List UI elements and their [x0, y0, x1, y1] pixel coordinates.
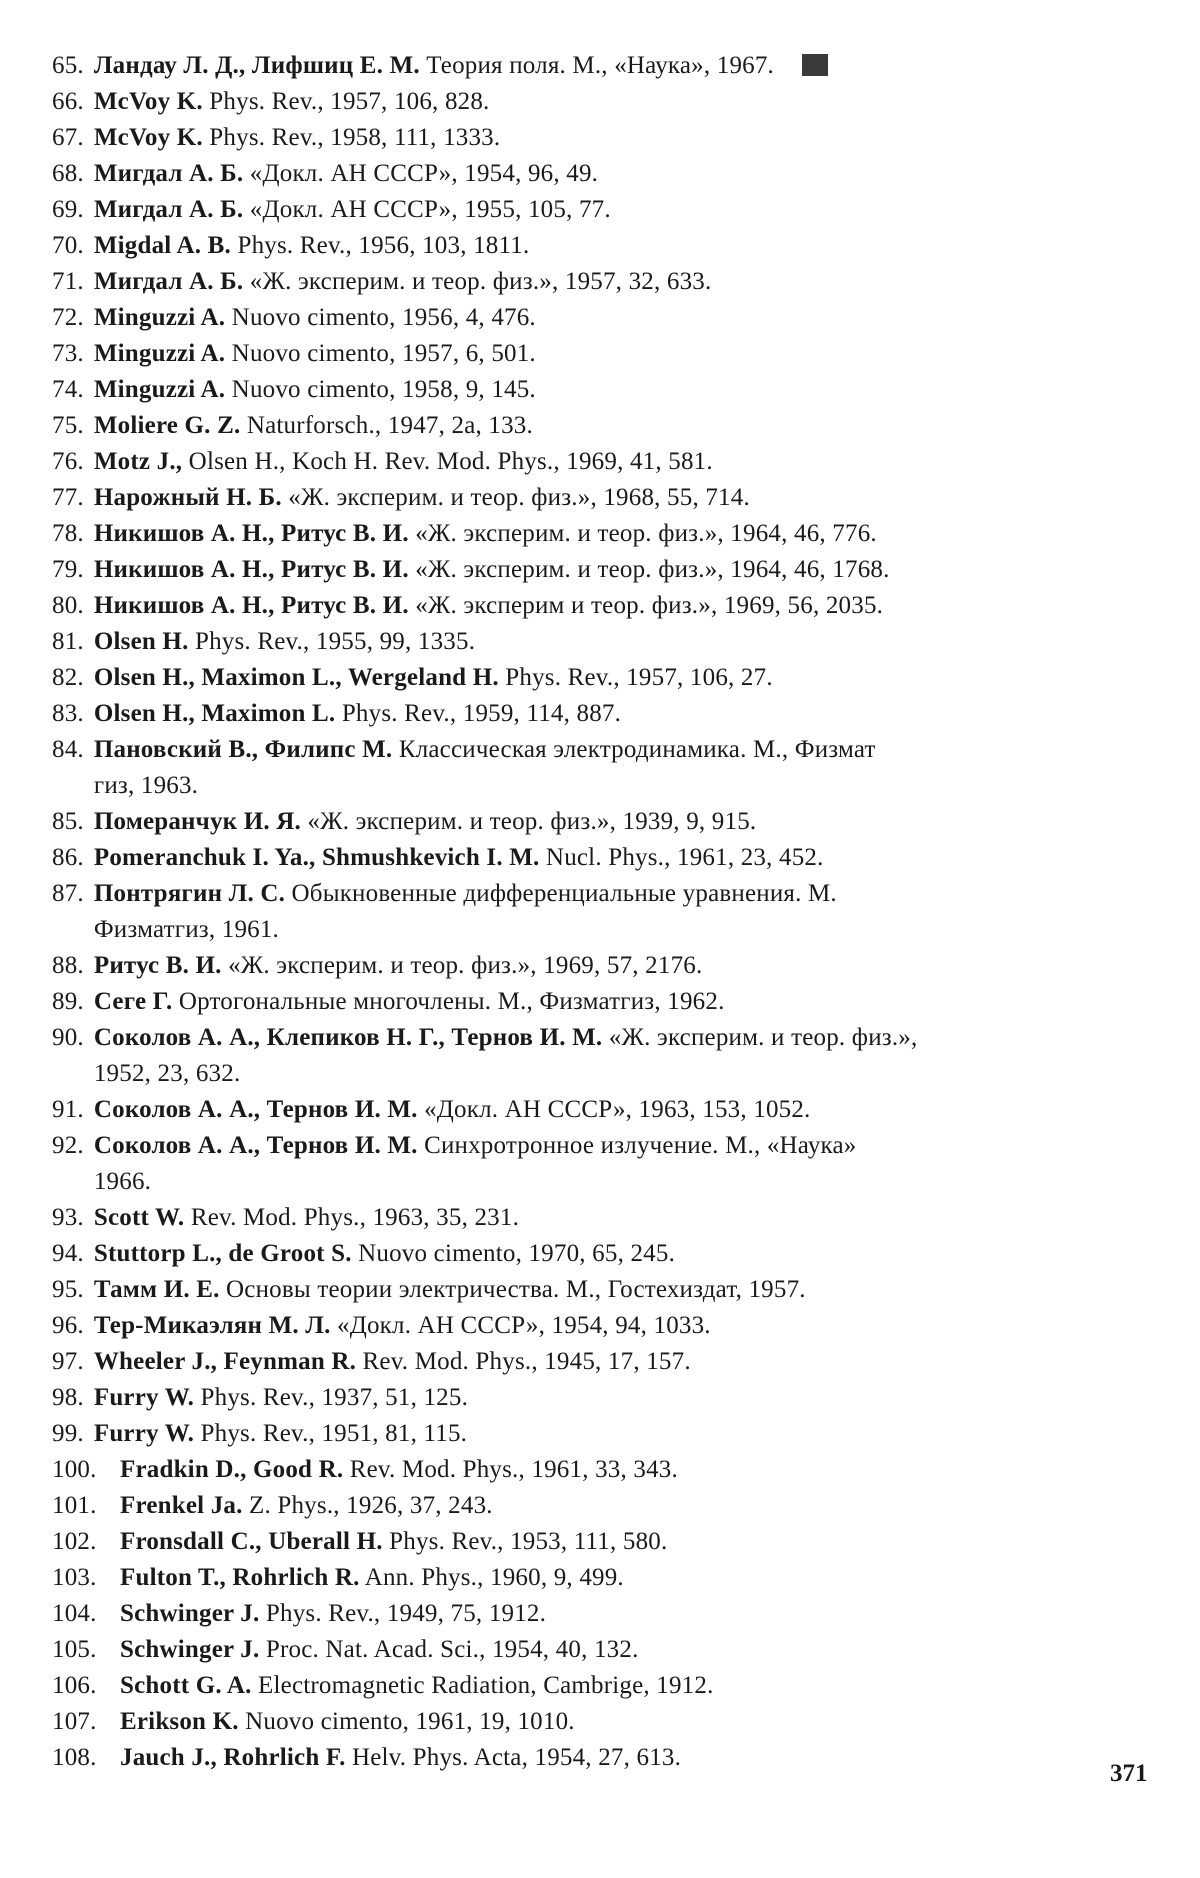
reference-source: Phys. Rev., 1958, 111, 1333.	[202, 124, 501, 151]
reference-source: «Докл. АН СССР», 1954, 94, 1033.	[330, 1312, 711, 1339]
reference-authors: Мигдал А. Б.	[93, 196, 244, 223]
reference-number: 102.	[52, 1528, 97, 1555]
reference-authors: Никишов А. Н., Ритус В. И.	[93, 592, 409, 619]
reference-authors: Тер-Микаэлян М. Л.	[93, 1312, 331, 1339]
reference-item	[52, 588, 1152, 624]
reference-authors: Schwinger J.	[120, 1636, 260, 1663]
reference-number: 77.	[52, 484, 84, 511]
reference-source: «Докл. АН СССР», 1954, 96, 49.	[243, 160, 599, 187]
reference-text	[84, 1344, 1152, 1380]
reference-continuation: 1952, 23, 632.	[93, 1060, 241, 1087]
reference-authors: Migdal A. B.	[93, 232, 232, 259]
reference-text	[84, 228, 1152, 264]
reference-number: 78.	[52, 520, 84, 547]
reference-number: 84.	[52, 736, 84, 763]
reference-source: Классическая электродинамика. М., Физмат	[392, 736, 876, 763]
reference-text	[84, 192, 1152, 228]
reference-list	[52, 48, 1152, 1776]
reference-number: 87.	[52, 880, 84, 907]
reference-text	[84, 480, 1152, 516]
reference-text	[84, 732, 1152, 804]
reference-item	[52, 1128, 1152, 1200]
reference-authors: Minguzzi A.	[93, 340, 226, 367]
reference-text	[84, 1020, 1152, 1092]
reference-authors: Fronsdall C., Uberall H.	[120, 1528, 383, 1555]
reference-authors: Ландау Л. Д., Лифшиц Е. М.	[93, 52, 420, 79]
reference-source: «Ж. эксперим и теор. физ.», 1969, 56, 2035.	[408, 592, 884, 619]
reference-number: 97.	[52, 1348, 84, 1375]
reference-item	[52, 696, 1152, 732]
reference-number: 107.	[52, 1708, 97, 1735]
reference-number: 83.	[52, 700, 84, 727]
reference-text	[84, 1380, 1152, 1416]
reference-item	[52, 1236, 1152, 1272]
scan-mark	[802, 54, 828, 76]
reference-source: «Ж. эксперим. и теор. физ.», 1968, 55, 714.	[281, 484, 750, 511]
reference-source: Naturforsch., 1947, 2a, 133.	[240, 412, 533, 439]
reference-source: Ann. Phys., 1960, 9, 499.	[359, 1564, 624, 1591]
reference-number: 95.	[52, 1276, 84, 1303]
reference-source: Phys. Rev., 1957, 106, 27.	[498, 664, 773, 691]
reference-number: 91.	[52, 1096, 84, 1123]
reference-source: Основы теории электричества. М., Гостехиздат, 1957.	[219, 1276, 806, 1303]
reference-authors: Мигдал А. Б.	[93, 160, 244, 187]
reference-authors: Furry W.	[93, 1384, 195, 1411]
reference-authors: Jauch J., Rohrlich F.	[120, 1744, 346, 1771]
reference-source: «Ж. эксперим. и теор. физ.», 1939, 9, 915.	[300, 808, 757, 835]
reference-authors: Понтрягин Л. С.	[93, 880, 286, 907]
reference-text	[110, 1704, 1152, 1740]
reference-item	[52, 372, 1152, 408]
reference-source: Синхротронное излучение. М., «Наука»	[417, 1132, 857, 1159]
reference-item	[52, 876, 1152, 948]
reference-item	[52, 984, 1152, 1020]
reference-text	[110, 1560, 1152, 1596]
reference-number: 100.	[52, 1456, 97, 1483]
reference-authors: Moliere G. Z.	[93, 412, 241, 439]
reference-source: Обыкновенные дифференциальные уравнения. М.	[285, 880, 837, 907]
reference-source: Phys. Rev., 1937, 51, 125.	[194, 1384, 469, 1411]
reference-text	[84, 120, 1152, 156]
reference-source: Nuovo cimento, 1956, 4, 476.	[225, 304, 536, 331]
reference-continuation: 1966.	[93, 1168, 152, 1195]
reference-source: Electromagnetic Radiation, Cambrige, 1912.	[251, 1672, 714, 1699]
reference-source: «Ж. эксперим. и теор. физ.», 1957, 32, 633.	[243, 268, 712, 295]
reference-item	[52, 156, 1152, 192]
reference-number: 69.	[52, 196, 84, 223]
reference-authors: Olsen H.	[93, 628, 189, 655]
reference-authors: Соколов А. А., Тернов И. М.	[93, 1132, 418, 1159]
reference-item	[52, 732, 1152, 804]
reference-number: 65.	[52, 52, 84, 79]
reference-text	[84, 372, 1152, 408]
reference-text	[84, 948, 1152, 984]
reference-text	[84, 336, 1152, 372]
reference-authors: Никишов А. Н., Ритус В. И.	[93, 556, 409, 583]
reference-authors: Erikson K.	[120, 1708, 239, 1735]
reference-authors: Ритус В. И.	[93, 952, 222, 979]
reference-text	[110, 1452, 1152, 1488]
reference-source: Теория поля. М., «Наука», 1967.	[419, 52, 775, 79]
reference-source: Phys. Rev., 1956, 103, 1811.	[231, 232, 530, 259]
reference-source: Helv. Phys. Acta, 1954, 27, 613.	[345, 1744, 682, 1771]
reference-source: Phys. Rev., 1955, 99, 1335.	[188, 628, 476, 655]
reference-authors: McVoy K.	[93, 88, 203, 115]
reference-text	[84, 1128, 1152, 1200]
reference-number: 103.	[52, 1564, 97, 1591]
reference-source: Nucl. Phys., 1961, 23, 452.	[539, 844, 824, 871]
reference-number: 90.	[52, 1024, 84, 1051]
reference-authors: Motz J.,	[93, 448, 183, 475]
reference-text	[84, 84, 1152, 120]
reference-item	[52, 1632, 1152, 1668]
reference-item	[52, 948, 1152, 984]
reference-source: «Ж. эксперим. и теор. физ.», 1969, 57, 2176.	[221, 952, 703, 979]
reference-text	[84, 408, 1152, 444]
reference-number: 94.	[52, 1240, 84, 1267]
reference-source: Nuovo cimento, 1970, 65, 245.	[351, 1240, 676, 1267]
reference-text	[84, 804, 1152, 840]
reference-authors: Schwinger J.	[120, 1600, 260, 1627]
reference-item	[52, 1524, 1152, 1560]
reference-text	[84, 300, 1152, 336]
reference-number: 85.	[52, 808, 84, 835]
reference-authors: Wheeler J., Feynman R.	[93, 1348, 357, 1375]
reference-text	[84, 156, 1152, 192]
reference-item	[52, 1308, 1152, 1344]
reference-item	[52, 84, 1152, 120]
reference-item	[52, 1344, 1152, 1380]
reference-text	[84, 588, 1152, 624]
reference-source: Phys. Rev., 1953, 111, 580.	[382, 1528, 668, 1555]
reference-text	[84, 876, 1152, 948]
reference-authors: Stuttorp L., de Groot S.	[93, 1240, 352, 1267]
reference-item	[52, 1740, 1152, 1776]
reference-text	[84, 840, 1152, 876]
reference-number: 82.	[52, 664, 84, 691]
reference-authors: McVoy K.	[93, 124, 203, 151]
reference-item	[52, 1560, 1152, 1596]
reference-number: 93.	[52, 1204, 84, 1231]
reference-text	[110, 1668, 1152, 1704]
reference-number: 71.	[52, 268, 84, 295]
reference-number: 88.	[52, 952, 84, 979]
reference-text	[84, 624, 1152, 660]
reference-item	[52, 480, 1152, 516]
reference-text	[84, 1236, 1152, 1272]
reference-number: 98.	[52, 1384, 84, 1411]
reference-number: 86.	[52, 844, 84, 871]
reference-item	[52, 120, 1152, 156]
reference-source: Rev. Mod. Phys., 1961, 33, 343.	[343, 1456, 678, 1483]
reference-item	[52, 1416, 1152, 1452]
reference-number: 96.	[52, 1312, 84, 1339]
reference-source: Nuovo cimento, 1961, 19, 1010.	[238, 1708, 575, 1735]
reference-number: 72.	[52, 304, 84, 331]
reference-item	[52, 804, 1152, 840]
reference-source: Phys. Rev., 1957, 106, 828.	[202, 88, 490, 115]
reference-number: 70.	[52, 232, 84, 259]
reference-source: Rev. Mod. Phys., 1963, 35, 231.	[184, 1204, 520, 1231]
reference-item	[52, 552, 1152, 588]
reference-source: Nuovo cimento, 1957, 6, 501.	[225, 340, 536, 367]
reference-source: Nuovo cimento, 1958, 9, 145.	[225, 376, 536, 403]
reference-text	[84, 1308, 1152, 1344]
reference-source: Proc. Nat. Acad. Sci., 1954, 40, 132.	[259, 1636, 639, 1663]
reference-number: 106.	[52, 1672, 97, 1699]
reference-text	[110, 1632, 1152, 1668]
reference-item	[52, 624, 1152, 660]
reference-number: 104.	[52, 1600, 97, 1627]
reference-source: «Докл. АН СССР», 1955, 105, 77.	[243, 196, 611, 223]
reference-item	[52, 1452, 1152, 1488]
reference-item	[52, 300, 1152, 336]
reference-number: 76.	[52, 448, 84, 475]
reference-text	[84, 516, 1152, 552]
reference-item	[52, 336, 1152, 372]
reference-item	[52, 1272, 1152, 1308]
reference-source: Olsen H., Koch H. Rev. Mod. Phys., 1969, 41, 581.	[182, 448, 713, 475]
reference-text	[84, 552, 1152, 588]
reference-authors: Scott W.	[93, 1204, 185, 1231]
reference-item	[52, 1380, 1152, 1416]
reference-authors: Померанчук И. Я.	[93, 808, 301, 835]
page-number: 371	[1110, 1760, 1148, 1787]
reference-item	[52, 660, 1152, 696]
reference-number: 80.	[52, 592, 84, 619]
reference-authors: Сеге Г.	[93, 988, 173, 1015]
reference-source: Z. Phys., 1926, 37, 243.	[242, 1492, 493, 1519]
reference-item	[52, 1020, 1152, 1092]
reference-authors: Соколов А. А., Клепиков Н. Г., Тернов И. М.	[93, 1024, 603, 1051]
reference-number: 79.	[52, 556, 84, 583]
reference-item	[52, 1200, 1152, 1236]
reference-authors: Соколов А. А., Тернов И. М.	[93, 1096, 418, 1123]
reference-authors: Нарожный Н. Б.	[93, 484, 282, 511]
reference-text	[84, 1416, 1152, 1452]
reference-item	[52, 1092, 1152, 1128]
reference-text	[84, 984, 1152, 1020]
reference-text	[84, 1092, 1152, 1128]
reference-source: Phys. Rev., 1959, 114, 887.	[335, 700, 622, 727]
reference-authors: Frenkel Ja.	[120, 1492, 243, 1519]
reference-text	[84, 660, 1152, 696]
reference-number: 66.	[52, 88, 84, 115]
reference-item	[52, 444, 1152, 480]
reference-text	[110, 1596, 1152, 1632]
reference-item	[52, 1488, 1152, 1524]
reference-number: 73.	[52, 340, 84, 367]
reference-number: 67.	[52, 124, 84, 151]
reference-authors: Minguzzi A.	[93, 376, 226, 403]
reference-source: «Ж. эксперим. и теор. физ.», 1964, 46, 1768.	[408, 556, 890, 583]
reference-item	[52, 1668, 1152, 1704]
reference-authors: Furry W.	[93, 1420, 195, 1447]
reference-text	[84, 444, 1152, 480]
reference-text	[84, 48, 1152, 84]
reference-authors: Тамм И. Е.	[93, 1276, 220, 1303]
reference-item	[52, 228, 1152, 264]
reference-text	[84, 1272, 1152, 1308]
reference-authors: Olsen H., Maximon L.	[93, 700, 336, 727]
reference-item	[52, 516, 1152, 552]
reference-text	[110, 1740, 1152, 1776]
reference-authors: Мигдал А. Б.	[93, 268, 244, 295]
reference-authors: Olsen H., Maximon L., Wergeland H.	[93, 664, 499, 691]
reference-item	[52, 408, 1152, 444]
reference-authors: Pomeranchuk I. Ya., Shmushkevich I. M.	[93, 844, 540, 871]
reference-continuation: гиз, 1963.	[93, 772, 199, 799]
reference-source: Phys. Rev., 1949, 75, 1912.	[259, 1600, 547, 1627]
reference-source: «Докл. АН СССР», 1963, 153, 1052.	[417, 1096, 811, 1123]
reference-text	[110, 1488, 1152, 1524]
reference-number: 89.	[52, 988, 84, 1015]
reference-source: Ортогональные многочлены. М., Физматгиз, 1962.	[172, 988, 725, 1015]
reference-source: «Ж. эксперим. и теор. физ.», 1964, 46, 776.	[408, 520, 877, 547]
reference-item	[52, 840, 1152, 876]
reference-number: 101.	[52, 1492, 97, 1519]
reference-authors: Fulton T., Rohrlich R.	[120, 1564, 360, 1591]
reference-continuation: Физматгиз, 1961.	[93, 916, 279, 943]
reference-text	[84, 1200, 1152, 1236]
reference-text	[84, 264, 1152, 300]
reference-authors: Пановский В., Филипс М.	[93, 736, 393, 763]
reference-authors: Minguzzi A.	[93, 304, 226, 331]
reference-item	[52, 264, 1152, 300]
reference-number: 92.	[52, 1132, 84, 1159]
reference-number: 108.	[52, 1744, 97, 1771]
reference-number: 105.	[52, 1636, 97, 1663]
reference-number: 81.	[52, 628, 84, 655]
reference-authors: Fradkin D., Good R.	[120, 1456, 344, 1483]
reference-source: «Ж. эксперим. и теор. физ.»,	[602, 1024, 918, 1051]
reference-item	[52, 48, 1152, 84]
reference-text	[84, 696, 1152, 732]
reference-authors: Никишов А. Н., Ритус В. И.	[93, 520, 409, 547]
reference-item	[52, 1596, 1152, 1632]
reference-authors: Schott G. A.	[120, 1672, 252, 1699]
reference-source: Rev. Mod. Phys., 1945, 17, 157.	[356, 1348, 691, 1375]
reference-item	[52, 192, 1152, 228]
reference-number: 99.	[52, 1420, 84, 1447]
reference-source: Phys. Rev., 1951, 81, 115.	[194, 1420, 468, 1447]
reference-item	[52, 1704, 1152, 1740]
reference-number: 68.	[52, 160, 84, 187]
reference-number: 75.	[52, 412, 84, 439]
reference-number: 74.	[52, 376, 84, 403]
reference-text	[110, 1524, 1152, 1560]
